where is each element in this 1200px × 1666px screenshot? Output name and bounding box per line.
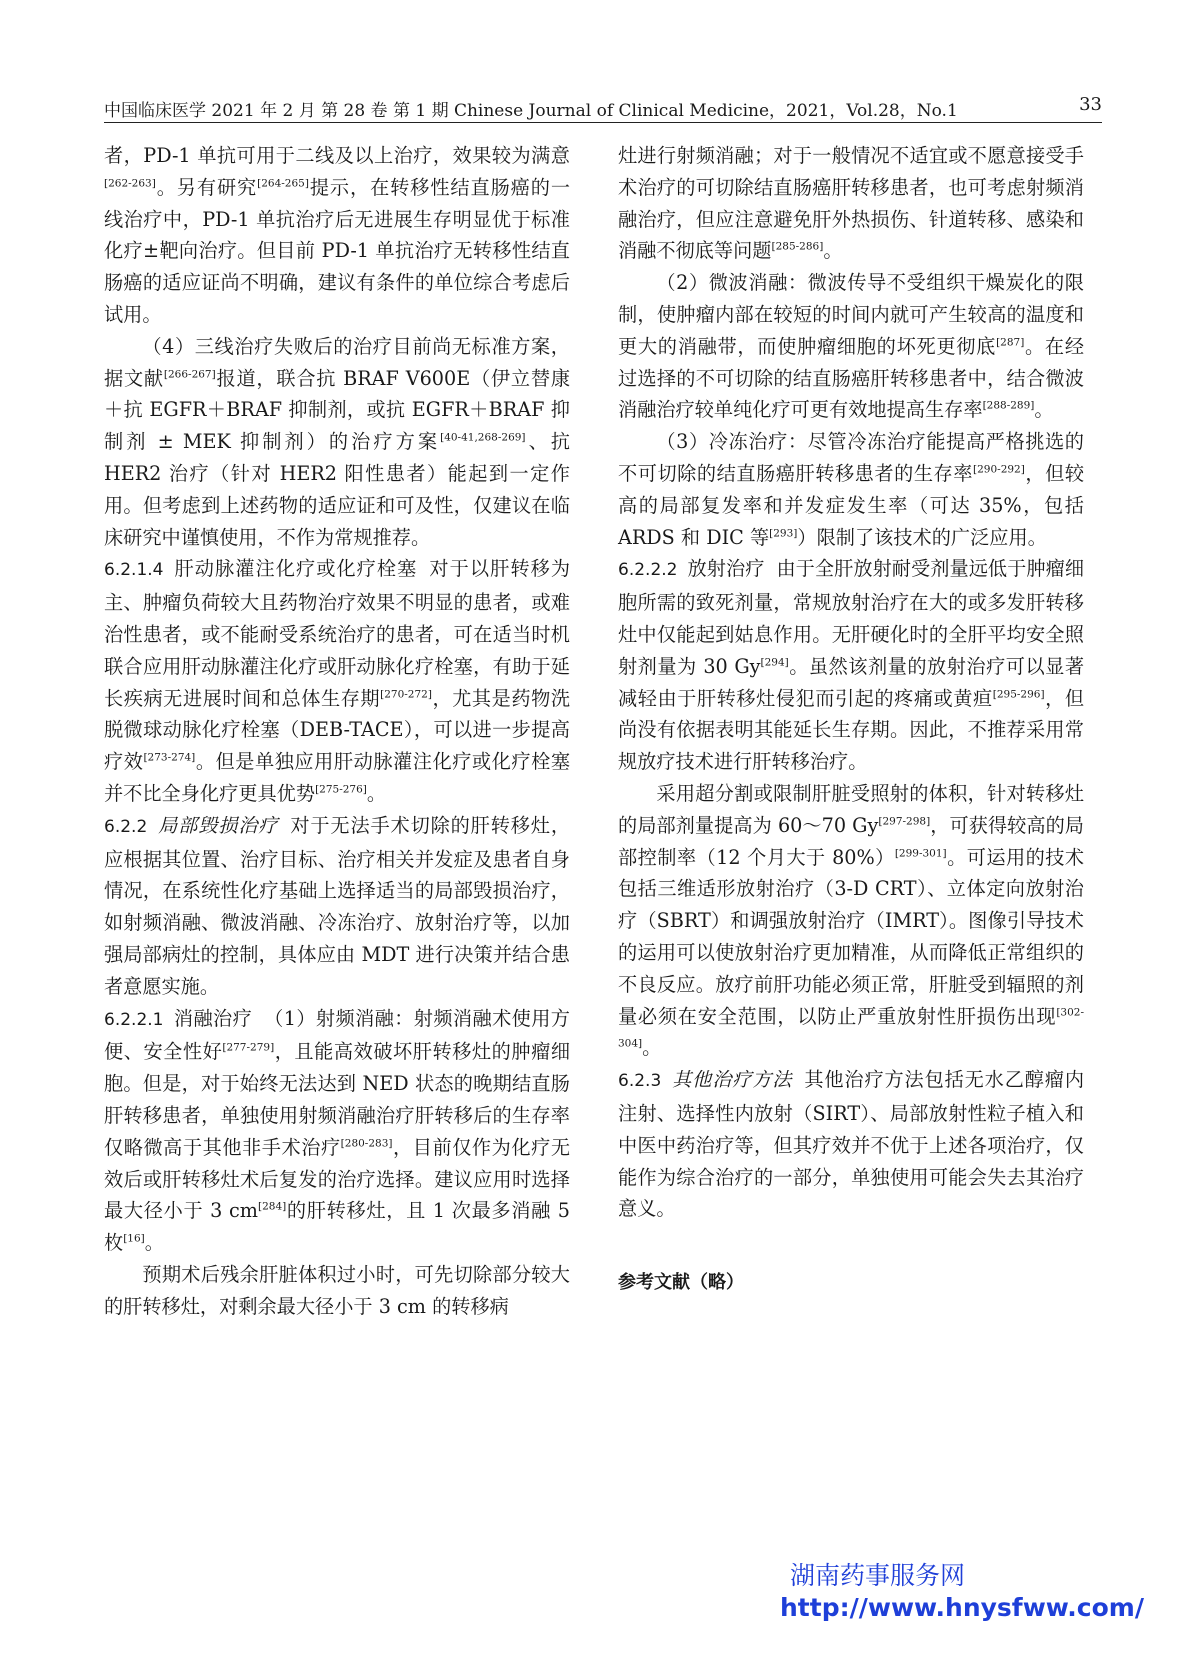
- paragraph: 采用超分割或限制肝脏受照射的体积，针对转移灶的局部剂量提高为 60～70 Gy[297-298]，可获得较高的局部控制率（12 个月大于 80%）[299-301]。可运用的技术包括三维适形放射治疗（3-D CRT）、立体定向放射治疗（SBRT）和调强放射治疗（IMRT）。图像引导技术的运用可以使放射治疗更加精准，从而降低正常组织的不良反应。放疗前肝功能必须正常，肝脏受到辐照的剂量必须在安全范围，以防止严重放射性肝损伤出现[302-304]。: [618, 781, 1085, 1060]
- paragraph: （2）微波消融：微波传导不受组织干燥炭化的限制，使肿瘤内部在较短的时间内就可产生较高的温度和更大的消融带，而使肿瘤细胞的坏死更彻底[287]。在经过选择的不可切除的结直肠癌肝转移患者中，结合微波消融治疗较单纯化疗可更有效地提高生存率[288-289]。: [618, 271, 1085, 422]
- journal-info: 中国临床医学 2021 年 2 月 第 28 卷 第 1 期 Chinese Journal of Clinical Medicine，2021，Vol.28，No.1: [104, 101, 958, 121]
- section-title: 肝动脉灌注化疗或化疗栓塞: [173, 557, 418, 581]
- citation: [275-276]: [315, 783, 367, 796]
- paragraph: （3）冷冻治疗：尽管冷冻治疗能提高严格挑选的不可切除的结直肠癌肝转移患者的生存率[290-292]，但较高的局部复发率和并发症发生率（可达 35%，包括 ARDS 和 DIC 等[293]）限制了该技术的广泛应用。: [618, 430, 1085, 549]
- paragraph: 者，PD-1 单抗可用于二线及以上治疗，效果较为满意[262-263]。另有研究[264-265]提示，在转移性结直肠癌的一线治疗中，PD-1 单抗治疗后无进展生存明显优于标准化疗±靶向治疗。但目前 PD-1 单抗治疗无转移性结直肠癌的适应证尚不明确，建议有条件的单位综合考虑后试用。: [104, 144, 571, 326]
- paragraph: 灶进行射频消融；对于一般情况不适宜或不愿意接受手术治疗的可切除结直肠癌肝转移患者，也可考虑射频消融治疗，但应注意避免肝外热损伤、针道转移、感染和消融不彻底等问题[285-286]。: [618, 144, 1084, 263]
- section-number: 6.2.3: [618, 1071, 662, 1092]
- citation: [280-283]: [340, 1137, 393, 1150]
- watermark-url[interactable]: http://www.hnysfww.com/: [780, 1593, 1144, 1622]
- citation: [262-263]: [104, 177, 156, 190]
- section-6-2-2-1: 6.2.2.1 消融治疗 （1）射频消融：射频消融术使用方便、安全性好[277-279]，且能高效破坏肝转移灶的肿瘤细胞。但是，对于始终无法达到 NED 状态的晚期结直肠肝转移患者，单独使用射频消融治疗肝转移后的生存率仅略微高于其他非手术治疗[280-283]，目前仅作为化疗无效后或肝转移灶术后复发的治疗选择。建议应用时选择最大径小于 3 cm[284]的肝转移灶，且 1 次最多消融 5 枚[16]。: [104, 1006, 571, 1255]
- citation: [287]: [996, 336, 1025, 349]
- watermark-site-name: 湖南药事服务网: [790, 1561, 966, 1590]
- section-6-2-1-4: 6.2.1.4 肝动脉灌注化疗或化疗栓塞 对于以肝转移为主、肿瘤负荷较大且药物治疗效果不明显的患者，或难治性患者，或不能耐受系统治疗的患者，可在适当时机联合应用肝动脉灌注化疗或肝动脉化疗栓塞，有助于延长疾病无进展时间和总体生存期[270-272]，尤其是药物洗脱微球动脉化疗栓塞（DEB-TACE），可以进一步提高疗效[273-274]。但是单独应用肝动脉灌注化疗或化疗栓塞并不比全身化疗更具优势[275-276]。: [104, 557, 571, 805]
- citation: [299-301]: [894, 847, 947, 860]
- citation: [294]: [760, 656, 789, 669]
- section-title: 局部毁损治疗: [157, 813, 279, 837]
- paragraph: 预期术后残余肝脏体积过小时，可先切除部分较大的肝转移灶，对剩余最大径小于 3 cm 的转移病: [104, 1262, 570, 1318]
- citation: [290-292]: [973, 463, 1025, 476]
- watermark: [780, 1560, 1144, 1624]
- section-number: 6.2.2: [104, 816, 148, 837]
- left-column: [104, 140, 570, 1322]
- references-heading: 参考文献（略）: [618, 1272, 744, 1294]
- section-number: 6.2.2.1: [104, 1009, 164, 1030]
- citation: [288-289]: [982, 399, 1035, 412]
- section-title: 其他治疗方法: [671, 1068, 793, 1092]
- citation: [40-41,268-269]: [440, 431, 526, 444]
- citation: [302-304]: [618, 1006, 1084, 1050]
- citation: [266-267]: [163, 368, 216, 381]
- section-title: 消融治疗: [173, 1006, 253, 1030]
- page-number: 33: [1079, 94, 1102, 115]
- citation: [295-296]: [992, 688, 1045, 701]
- citation: [277-279]: [222, 1041, 275, 1054]
- section-number: 6.2.2.2: [618, 560, 678, 581]
- citation: [273-274]: [143, 751, 196, 764]
- citation: [293]: [769, 527, 798, 540]
- section-title: 放射治疗: [687, 557, 765, 581]
- citation: [297-298]: [878, 815, 931, 828]
- citation: [285-286]: [771, 241, 824, 253]
- running-header: [104, 92, 1102, 123]
- citation: [16]: [123, 1232, 145, 1245]
- section-6-2-2-2: 6.2.2.2 放射治疗 由于全肝放射耐受剂量远低于肿瘤细胞所需的致死剂量，常规放射治疗在大的或多发肝转移灶中仅能起到姑息作用。无肝硬化时的全肝平均安全照射剂量为 30 Gy[294]。虽然该剂量的放射治疗可以显著减轻由于肝转移灶侵犯而引起的疼痛或黄疸[295-296]，但尚没有依据表明其能延长生存期。因此，不推荐采用常规放疗技术进行肝转移治疗。: [618, 557, 1085, 774]
- section-number: 6.2.1.4: [104, 560, 164, 581]
- citation: [264-265]: [257, 177, 309, 190]
- paragraph: （4）三线治疗失败后的治疗目前尚无标准方案，据文献[266-267]报道，联合抗 BRAF V600E（伊立替康＋抗 EGFR＋BRAF 抑制剂，或抗 EGFR＋BRAF 抑制剂 ± MEK 抑制剂）的治疗方案[40-41,268-269]、抗 HER2 治疗（针对 HER2 阳性患者）能起到一定作用。但考虑到上述药物的适应证和可及性，仅建议在临床研究中谨慎使用，不作为常规推荐。: [104, 334, 571, 549]
- section-6-2-3: 6.2.3 其他治疗方法 其他治疗方法包括无水乙醇瘤内注射、选择性内放射（SIRT）、局部放射性粒子植入和中医中药治疗等，但其疗效并不优于上述各项治疗，仅能作为综合治疗的一部分，单独使用可能会失去其治疗意义。: [618, 1068, 1085, 1221]
- right-column: [618, 140, 1084, 1299]
- citation: [284]: [258, 1200, 287, 1213]
- citation: [270-272]: [380, 688, 432, 701]
- section-6-2-2: 6.2.2 局部毁损治疗 对于无法手术切除的肝转移灶，应根据其位置、治疗目标、治疗相关并发症及患者自身情况，在系统性化疗基础上选择适当的局部毁损治疗，如射频消融、微波消融、冷冻治疗、放射治疗等，以加强局部病灶的控制，具体应由 MDT 进行决策并结合患者意愿实施。: [104, 813, 571, 998]
